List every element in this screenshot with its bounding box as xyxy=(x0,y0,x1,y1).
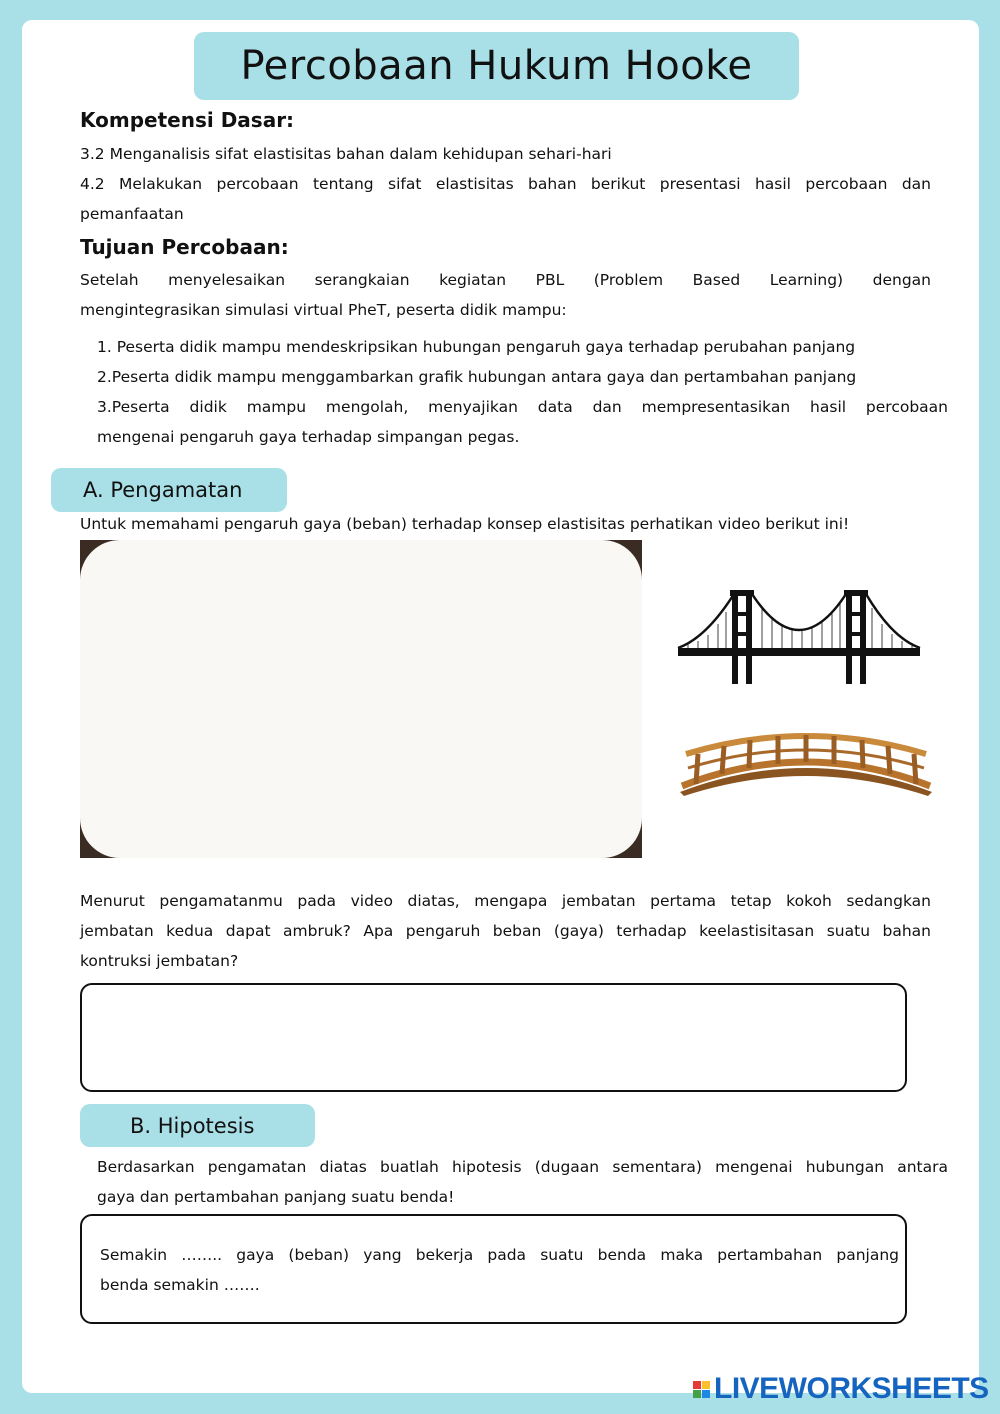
tujuan-item-3: 3.Peserta didik mampu mengolah, menyajikan data dan mempresentasikan hasil percobaan xyxy=(97,398,948,416)
tujuan-item-2: 2.Peserta didik mampu menggambarkan grafik hubungan antara gaya dan pertambahan panjang xyxy=(97,368,857,386)
liveworksheets-logo xyxy=(693,1374,989,1404)
kompetensi-heading: Kompetensi Dasar: xyxy=(80,108,295,132)
question-line-1: Menurut pengamatanmu pada video diatas, mengapa jembatan pertama tetap kokoh sedangkan xyxy=(80,892,931,910)
section-b-label xyxy=(80,1104,315,1147)
hipotesis-answer-line-1: Semakin …….. gaya (beban) yang bekerja pada suatu benda maka pertambahan panjang xyxy=(100,1246,899,1264)
tujuan-item-1: 1. Peserta didik mampu mendeskripsikan hubungan pengaruh gaya terhadap perubahan panjang xyxy=(97,338,856,356)
observation-answer-box[interactable] xyxy=(80,983,907,1092)
kompetensi-item-2-cont: pemanfaatan xyxy=(80,205,184,223)
section-a-label-text: A. Pengamatan xyxy=(83,478,243,502)
section-a-instruction: Untuk memahami pengaruh gaya (beban) terhadap konsep elastisitas perhatikan video berikut ini! xyxy=(80,515,850,533)
section-a-label xyxy=(51,468,287,512)
section-b-label-text: B. Hipotesis xyxy=(130,1113,255,1138)
hipotesis-instruction-2: gaya dan pertambahan panjang suatu benda! xyxy=(97,1188,455,1206)
hipotesis-answer-box[interactable] xyxy=(80,1214,907,1324)
logo-text: LIVEWORKSHEETS xyxy=(714,1372,989,1405)
tujuan-item-3-cont: mengenai pengaruh gaya terhadap simpangan pegas. xyxy=(97,428,520,446)
question-line-3: kontruksi jembatan? xyxy=(80,952,239,970)
suspension-bridge-icon xyxy=(676,586,922,686)
wooden-bridge-icon xyxy=(678,724,934,798)
question-line-2: jembatan kedua dapat ambruk? Apa pengaruh beban (gaya) terhadap keelastisitasan suatu bahan xyxy=(80,922,931,940)
hipotesis-answer-line-2: benda semakin ……. xyxy=(100,1276,260,1294)
video-embed[interactable] xyxy=(80,540,642,858)
kompetensi-item-2: 4.2 Melakukan percobaan tentang sifat elastisitas bahan berikut presentasi hasil percobaan dan xyxy=(80,175,931,193)
video-frame[interactable] xyxy=(80,540,642,858)
page-title: Percobaan Hukum Hooke xyxy=(240,43,753,89)
tujuan-heading: Tujuan Percobaan: xyxy=(80,235,289,259)
kompetensi-item-1: 3.2 Menganalisis sifat elastisitas bahan dalam kehidupan sehari-hari xyxy=(80,145,612,163)
tujuan-intro-1: Setelah menyelesaikan serangkaian kegiatan PBL (Problem Based Learning) dengan xyxy=(80,271,931,289)
title-banner xyxy=(194,32,799,100)
logo-mark-icon xyxy=(693,1381,710,1398)
tujuan-intro-2: mengintegrasikan simulasi virtual PheT, peserta didik mampu: xyxy=(80,301,567,319)
hipotesis-instruction-1: Berdasarkan pengamatan diatas buatlah hipotesis (dugaan sementara) mengenai hubungan antara xyxy=(97,1158,948,1176)
